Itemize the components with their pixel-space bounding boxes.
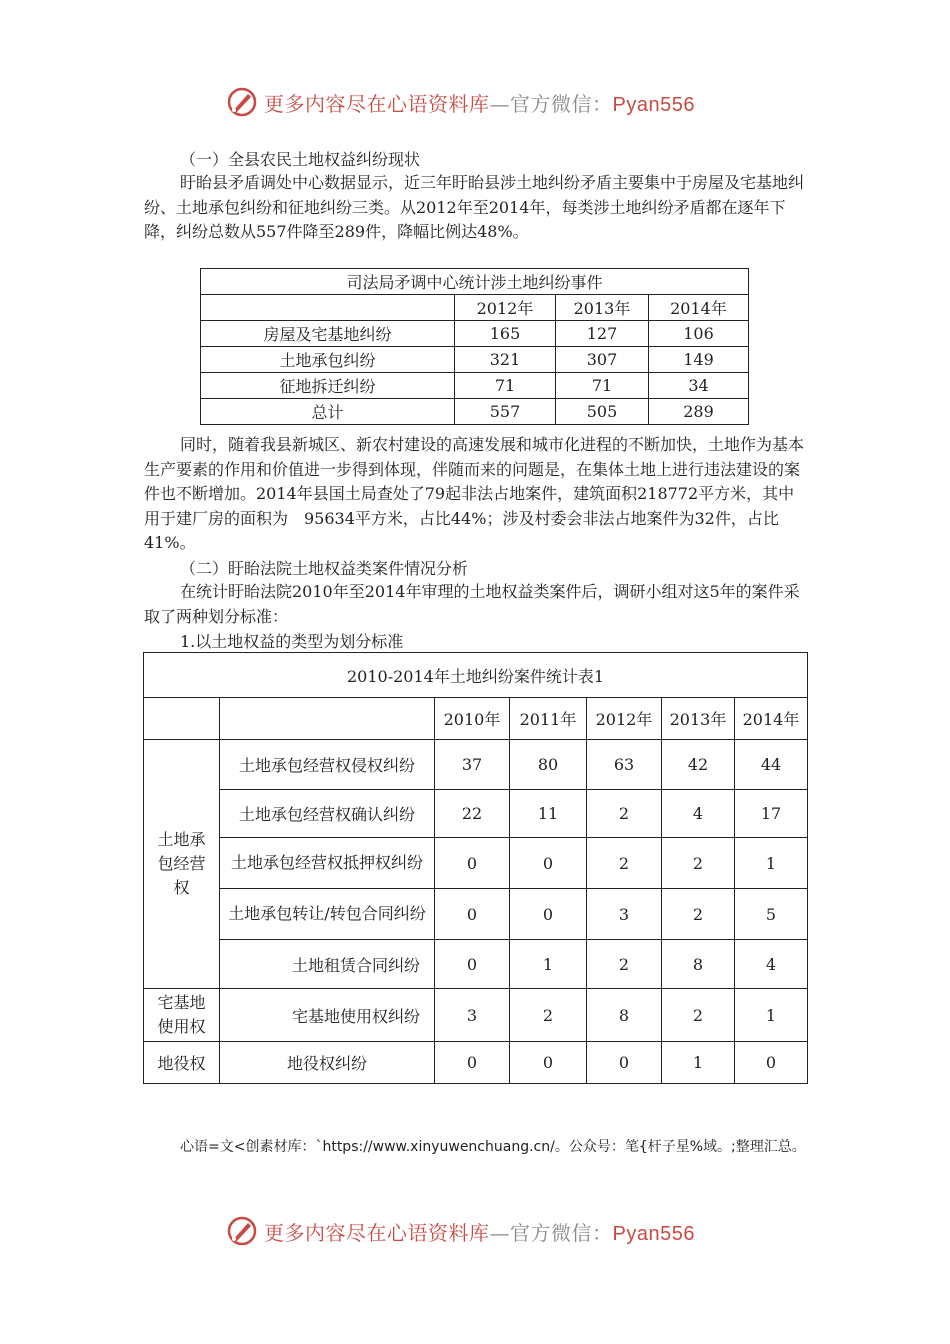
land-dispute-cases-table — [143, 652, 808, 1084]
row-label: 土地承包经营权确认纠纷 — [220, 790, 435, 838]
section1-paragraph: 盱眙县矛盾调处中心数据显示，近三年盱眙县涉土地纠纷矛盾主要集中于房屋及宅基地纠纷、土地承包纠纷和征地纠纷三类。从2012年至2014年，每类涉土地纠纷矛盾都在逐年下降，纠纷总数从557件降至289件，降幅比例达48%。 — [144, 173, 805, 241]
table-row: 土地承包经营权 土地承包经营权侵权纠纷 37 80 63 42 44 — [144, 740, 808, 790]
category-cell: 土地承包经营权 — [144, 740, 220, 989]
table2-year: 2013年 — [662, 698, 735, 740]
table1-year: 2014年 — [649, 295, 749, 321]
table2-year: 2014年 — [735, 698, 808, 740]
watermark-banner-top — [226, 82, 726, 122]
table2-year: 2010年 — [435, 698, 510, 740]
table1-year: 2012年 — [455, 295, 556, 321]
row-label: 地役权纠纷 — [220, 1042, 435, 1084]
banner-text: 更多内容尽在心语资料库—官方微信：Pyan556 — [264, 91, 695, 116]
table-row: 土地承包转让/转包合同纠纷 0 0 3 2 5 — [144, 889, 808, 940]
row-label: 土地承包经营权侵权纠纷 — [220, 740, 435, 790]
table-row: 土地承包经营权抵押权纠纷 0 0 2 2 1 — [144, 838, 808, 889]
table1-year: 2013年 — [556, 295, 649, 321]
table1-title: 司法局矛调中心统计涉土地纠纷事件 — [201, 269, 749, 295]
pen-logo-icon — [226, 1215, 258, 1247]
section2-paragraph: 在统计盱眙法院2010年至2014年审理的土地权益类案件后，调研小组对这5年的案件采取了两种划分标准： — [144, 582, 800, 626]
row-label: 宅基地使用权纠纷 — [220, 989, 435, 1042]
pen-logo-icon — [226, 86, 258, 118]
row-label: 房屋及宅基地纠纷 — [201, 321, 455, 347]
paragraph-illegal-land: 同时，随着我县新城区、新农村建设的高速发展和城市化进程的不断加快，土地作为基本生产要素的作用和价值进一步得到体现，伴随而来的问题是，在集体土地上进行违法建设的案件也不断增加。2014年县国土局查处了79起非法占地案件，建筑面积218772平方米，其中用于建厂房的面积为 95634平方米，占比44%；涉及村委会非法占地案件为32件，占比41%。 — [144, 435, 805, 552]
row-label: 总计 — [201, 399, 455, 425]
subsection-heading: 1.以土地权益的类型为划分标准 — [180, 632, 404, 651]
category-cell: 宅基地使用权 — [144, 989, 220, 1042]
row-label: 土地租赁合同纠纷 — [220, 940, 435, 989]
table2-title: 2010-2014年土地纠纷案件统计表1 — [144, 653, 808, 698]
section1-heading: （一）全县农民土地权益纠纷现状 — [180, 150, 421, 169]
watermark-banner-bottom — [226, 1211, 726, 1251]
section2-heading: （二）盱眙法院土地权益类案件情况分析 — [180, 559, 469, 578]
table2-year: 2011年 — [510, 698, 587, 740]
table-row: 地役权 地役权纠纷 0 0 0 1 0 — [144, 1042, 808, 1084]
table-row: 宅基地使用权 宅基地使用权纠纷 3 2 8 2 1 — [144, 989, 808, 1042]
row-label: 土地承包转让/转包合同纠纷 — [220, 889, 435, 940]
table-row: 房屋及宅基地纠纷 165 127 106 — [201, 321, 749, 347]
mediation-dispute-table — [200, 268, 749, 425]
table-row: 土地承包纠纷 321 307 149 — [201, 347, 749, 373]
row-label: 土地承包纠纷 — [201, 347, 455, 373]
table-row: 土地承包经营权确认纠纷 22 11 2 4 17 — [144, 790, 808, 838]
banner-text: 更多内容尽在心语资料库—官方微信：Pyan556 — [264, 1220, 695, 1245]
table-row: 土地租赁合同纠纷 0 1 2 8 4 — [144, 940, 808, 989]
table-row: 总计 557 505 289 — [201, 399, 749, 425]
table-row: 征地拆迁纠纷 71 71 34 — [201, 373, 749, 399]
table2-year: 2012年 — [587, 698, 662, 740]
category-cell: 地役权 — [144, 1042, 220, 1084]
footer-note: 心语=文<创素材库：`https://www.xinyuwenchuang.cn/。公众号：笔{杆子星%域。;整理汇总。 — [180, 1139, 806, 1155]
row-label: 征地拆迁纠纷 — [201, 373, 455, 399]
row-label: 土地承包经营权抵押权纠纷 — [220, 838, 435, 889]
